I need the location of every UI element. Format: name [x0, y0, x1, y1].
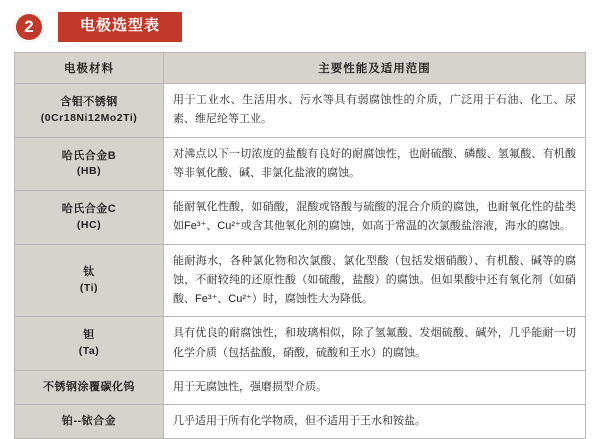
cell-material [15, 191, 164, 245]
material-spec: (Ta) [78, 344, 100, 357]
table-row [15, 84, 586, 138]
electrode-selection-table [14, 52, 586, 439]
material-spec: (HB) [76, 165, 102, 178]
material-name: 含钼不锈钢 [60, 96, 118, 109]
table-row [15, 317, 586, 371]
cell-description: 用于无腐蚀性，强磨损型介质。 [164, 370, 586, 404]
table-row [15, 370, 586, 404]
material-name: 铂--铱合金 [61, 415, 117, 428]
cell-description: 能耐氧化性酸，如硝酸，混酸或铬酸与硫酸的混合介质的腐蚀，也耐氧化性的盐类如Fe³⁺、Cu²⁺或含其他氧化剂的腐蚀，如高于常温的次氯酸盐溶液，海水的腐蚀。 [164, 191, 586, 245]
table-row [15, 137, 586, 191]
material-spec: (HC) [76, 218, 102, 231]
table-container [0, 52, 600, 439]
material-spec: (0Cr18Ni12Mo2Ti) [40, 111, 138, 124]
cell-description: 用于工业水、生活用水、污水等具有弱腐蚀性的介质，广泛用于石油、化工、尿素、维尼纶等工业。 [164, 84, 586, 138]
table-body [15, 84, 586, 439]
material-name: 哈氏合金C [61, 203, 117, 216]
cell-material [15, 317, 164, 371]
cell-material [15, 370, 164, 404]
cell-description: 几乎适用于所有化学物质，但不适用于王水和铵盐。 [164, 405, 586, 439]
cell-material [15, 244, 164, 317]
table-header-row [15, 53, 586, 84]
column-header-material: 电极材料 [15, 53, 164, 84]
material-spec: (Ti) [79, 281, 99, 294]
material-name: 不锈钢涂覆碳化钨 [43, 381, 135, 394]
page-title: 电极选型表 [58, 12, 182, 42]
cell-material [15, 84, 164, 138]
column-header-description: 主要性能及适用范围 [164, 53, 586, 84]
material-name: 钛 [83, 266, 95, 279]
table-row [15, 244, 586, 317]
material-name: 哈氏合金B [61, 149, 117, 162]
table-header [15, 53, 586, 84]
cell-description: 具有优良的耐腐蚀性，和玻璃相似，除了氢氟酸、发烟硫酸、碱外，几乎能耐一切化学介质（包括盐酸，硝酸，硫酸和王水）的腐蚀。 [164, 317, 586, 371]
document-header [0, 0, 600, 52]
section-number-badge: 2 [14, 12, 44, 42]
table-row [15, 405, 586, 439]
material-name: 钽 [83, 329, 95, 342]
cell-material [15, 137, 164, 191]
table-row [15, 191, 586, 245]
cell-description: 能耐海水，各种氯化物和次氯酸、氯化型酸（包括发烟硝酸）、有机酸、碱等的腐蚀，不耐较纯的还原性酸（如硫酸，盐酸）的腐蚀。但如果酸中还有氧化剂（如硝酸、Fe³⁺、Cu²⁺）时，腐蚀性大为降低。 [164, 244, 586, 317]
cell-description: 对沸点以下一切浓度的盐酸有良好的耐腐蚀性，也耐硫酸、磷酸、氢氟酸、有机酸等非氧化酸、碱、非氯化盐液的腐蚀。 [164, 137, 586, 191]
cell-material [15, 405, 164, 439]
